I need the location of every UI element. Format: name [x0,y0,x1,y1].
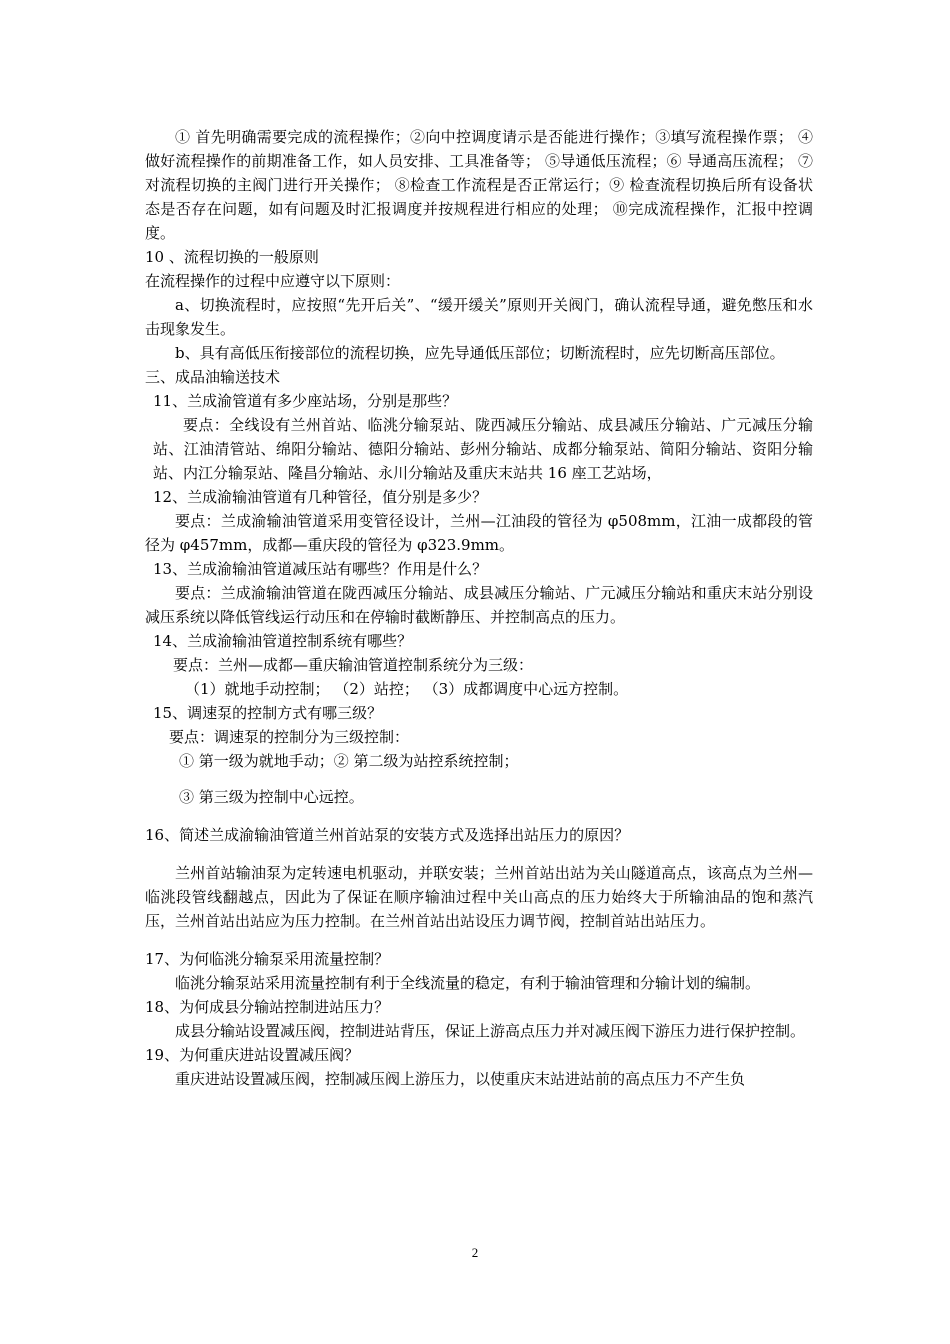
answer-17: 临洮分输泵站采用流量控制有利于全线流量的稳定，有利于输油管理和分输计划的编制。 [175,974,761,992]
question-12: 12、兰成渝输油管道有几种管径，值分别是多少？ [153,488,488,506]
answer-12: 要点：兰成渝输油管道采用变管径设计，兰州—江油段的管径为 φ508mm，江油一成都段的管径为 φ457mm，成都—重庆段的管径为 φ323.9mm。 [145,512,813,554]
question-11: 11、兰成渝管道有多少座站场，分别是那些？ [153,392,458,410]
answer-16: 兰州首站输油泵为定转速电机驱动，并联安装；兰州首站出站为关山隧道高点，该高点为兰州—临洮段管线翻越点，因此为了保证在顺序输油过程中关山高点的压力始终大于所输油品的饱和蒸汽压，兰州首站出站应为压力控制。在兰州首站出站设压力调节阀，控制首站出站压力。 [145,864,813,930]
answer-14-levels: （1）就地手动控制； （2）站控； （3）成都调度中心远方控制。 [185,680,629,698]
question-17: 17、为何临洮分输泵采用流量控制？ [145,950,390,968]
heading-10: 10 、流程切换的一般原则 [145,248,319,266]
question-15: 15、调速泵的控制方式有哪三级？ [153,704,383,722]
page-number: 2 [471,1245,479,1260]
answer-11: 要点：全线设有兰州首站、临洮分输泵站、陇西减压分输站、成县减压分输站、广元减压分输站、江油清管站、绵阳分输站、德阳分输站、彭州分输站、成都分输泵站、简阳分输站、资阳分输站、内江分输泵站、隆昌分输站、永川分输站及重庆末站共 16 座工艺站场， [153,416,813,482]
principles-intro: 在流程操作的过程中应遵守以下原则： [145,272,401,290]
answer-19: 重庆进站设置减压阀，控制减压阀上游压力，以使重庆末站进站前的高点压力不产生负 [175,1070,746,1088]
answer-18: 成县分输站设置减压阀，控制进站背压，保证上游高点压力并对减压阀下游压力进行保护控制。 [175,1022,806,1040]
answer-13: 要点：兰成渝输油管道在陇西减压分输站、成县减压分输站、广元减压分输站和重庆末站分别设减压系统以降低管线运行动压和在停输时截断静压、并控制高点的压力。 [145,584,813,626]
question-19: 19、为何重庆进站设置减压阀？ [145,1046,360,1064]
principle-a: a、切换流程时，应按照“先开后关”、“缓开缓关”原则开关阀门，确认流程导通，避免憋压和水击现象发生。 [145,296,813,338]
answer-14: 要点：兰州—成都—重庆输油管道控制系统分为三级： [173,656,534,674]
question-18: 18、为何成县分输站控制进站压力？ [145,998,390,1016]
answer-15-level-1-2: ① 第一级为就地手动；② 第二级为站控系统控制； [179,752,519,770]
question-14: 14、兰成渝输油管道控制系统有哪些？ [153,632,413,650]
procedure-steps: ① 首先明确需要完成的流程操作；②向中控调度请示是否能进行操作；③填写流程操作票； ④做好流程操作的前期准备工作，如人员安排、工具准备等； ⑤导通低压流程；⑥ 导通高压流程； ⑦对流程切换的主阀门进行开关操作； ⑧检查工作流程是否正常运行；⑨ 检查流程切换后所有设备状态是否存在问题，如有问题及时汇报调度并按规程进行相应的处理； ⑩完成流程操作，汇报中控调度。 [145,128,813,242]
body-text [145,125,813,1091]
question-16: 16、简述兰成渝输油管道兰州首站泵的安装方式及选择出站压力的原因？ [145,826,630,844]
answer-15-level-3: ③ 第三级为控制中心远控。 [179,788,364,806]
answer-15: 要点：调速泵的控制分为三级控制： [169,728,410,746]
principle-b: b、具有高低压衔接部位的流程切换，应先导通低压部位；切断流程时，应先切断高压部位。 [175,344,785,362]
question-13: 13、兰成渝输油管道减压站有哪些？作用是什么？ [153,560,488,578]
section-3-heading: 三、成品油输送技术 [145,368,281,386]
